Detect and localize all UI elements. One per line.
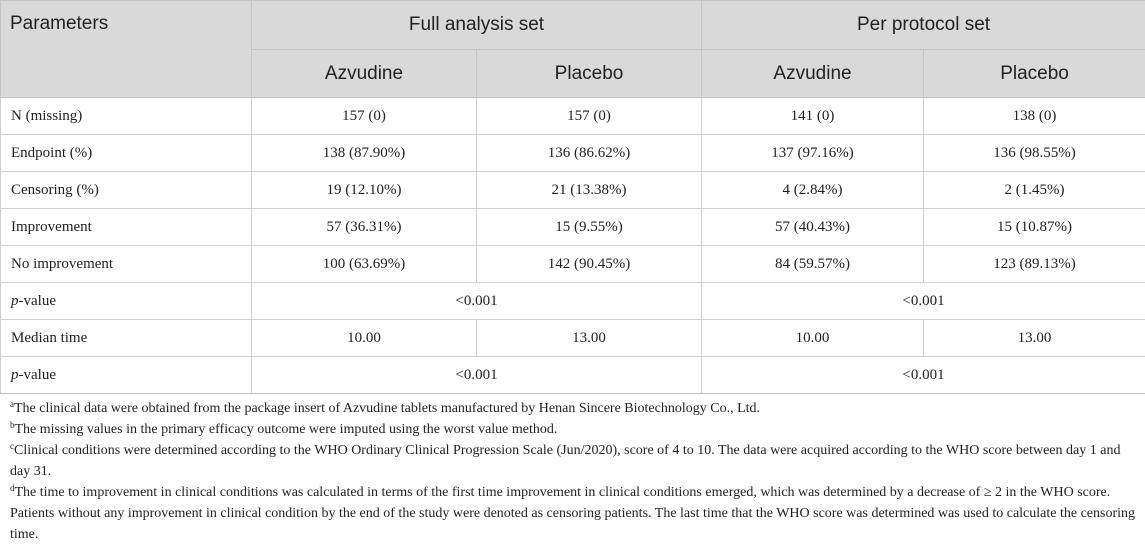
- table-row: [1, 98, 1145, 135]
- table-row: [1, 246, 1145, 283]
- cell-full-placebo: 13.00: [477, 320, 702, 357]
- footnote-text: The time to improvement in clinical conditions was calculated in terms of the first time improvement in clinical conditions emerged, which was determined by a decrease of ≥ 2 in the WHO score. Patients without any improvement in clinical condition by the end of the study were denoted as censoring patients. The last time that the WHO score was determined was used to calculate the censoring time.: [10, 485, 1136, 542]
- header-full-analysis-set: Full analysis set: [252, 1, 702, 50]
- row-label-pvalue: [1, 357, 252, 394]
- footnote-b: [10, 419, 1135, 440]
- pvalue-label-rest: -value: [18, 366, 56, 383]
- footnote-mark: b: [10, 420, 15, 430]
- table-row: [1, 135, 1145, 172]
- cell-per-placebo: 136 (98.55%): [924, 135, 1145, 172]
- table-row-median-time: [1, 320, 1145, 357]
- cell-per-azvudine: 4 (2.84%): [702, 172, 924, 209]
- header-full-placebo: Placebo: [477, 50, 702, 98]
- header-row-groups: [1, 1, 1145, 50]
- header-per-protocol-set: Per protocol set: [702, 1, 1145, 50]
- table-row: [1, 172, 1145, 209]
- row-label: Endpoint (%): [1, 135, 252, 172]
- footnote-text: Clinical conditions were determined according to the WHO Ordinary Clinical Progression Scale (Jun/2020), score of 4 to 10. The data were acquired according to the WHO score between day 1 and day 31.: [10, 443, 1121, 479]
- footnote-mark: d: [10, 483, 15, 493]
- footnote-c: [10, 440, 1135, 482]
- cell-full-azvudine: 10.00: [252, 320, 477, 357]
- cell-full-placebo: 21 (13.38%): [477, 172, 702, 209]
- cell-per-azvudine: 57 (40.43%): [702, 209, 924, 246]
- cell-per-azvudine: 10.00: [702, 320, 924, 357]
- cell-per-placebo: 123 (89.13%): [924, 246, 1145, 283]
- cell-full-azvudine: 138 (87.90%): [252, 135, 477, 172]
- cell-per-placebo: 138 (0): [924, 98, 1145, 135]
- cell-per-azvudine: 84 (59.57%): [702, 246, 924, 283]
- cell-full-placebo: 15 (9.55%): [477, 209, 702, 246]
- table-row-pvalue: [1, 357, 1145, 394]
- table-body: [1, 98, 1145, 394]
- header-parameters: Parameters: [1, 1, 252, 98]
- row-label: No improvement: [1, 246, 252, 283]
- header-per-placebo: Placebo: [924, 50, 1145, 98]
- row-label-pvalue: [1, 283, 252, 320]
- footnote-text: The missing values in the primary efficacy outcome were imputed using the worst value method.: [14, 422, 558, 437]
- row-label: Improvement: [1, 209, 252, 246]
- cell-per-azvudine: 137 (97.16%): [702, 135, 924, 172]
- cell-full-pvalue: <0.001: [252, 283, 702, 320]
- cell-per-placebo: 2 (1.45%): [924, 172, 1145, 209]
- footnote-mark: c: [10, 441, 14, 451]
- table-row: [1, 209, 1145, 246]
- cell-full-pvalue: <0.001: [252, 357, 702, 394]
- footnote-a: [10, 398, 1135, 419]
- cell-full-placebo: 157 (0): [477, 98, 702, 135]
- header-full-azvudine: Azvudine: [252, 50, 477, 98]
- cell-full-placebo: 142 (90.45%): [477, 246, 702, 283]
- table-header: [1, 1, 1145, 98]
- cell-full-placebo: 136 (86.62%): [477, 135, 702, 172]
- header-per-azvudine: Azvudine: [702, 50, 924, 98]
- pvalue-label-rest: -value: [18, 292, 56, 309]
- footnote-text: The clinical data were obtained from the package insert of Azvudine tablets manufactured by Henan Sincere Biotechnology Co., Ltd.: [14, 401, 761, 416]
- cell-full-azvudine: 100 (63.69%): [252, 246, 477, 283]
- pvalue-italic-p: p: [11, 366, 19, 383]
- footnote-mark: a: [10, 399, 14, 409]
- footnotes: [0, 394, 1145, 545]
- cell-per-pvalue: <0.001: [702, 357, 1145, 394]
- pvalue-italic-p: p: [11, 292, 19, 309]
- cell-full-azvudine: 19 (12.10%): [252, 172, 477, 209]
- cell-full-azvudine: 57 (36.31%): [252, 209, 477, 246]
- cell-per-placebo: 13.00: [924, 320, 1145, 357]
- cell-per-placebo: 15 (10.87%): [924, 209, 1145, 246]
- cell-full-azvudine: 157 (0): [252, 98, 477, 135]
- row-label: Censoring (%): [1, 172, 252, 209]
- row-label: Median time: [1, 320, 252, 357]
- row-label: N (missing): [1, 98, 252, 135]
- table-row-pvalue: [1, 283, 1145, 320]
- footnote-d: [10, 482, 1135, 545]
- cell-per-pvalue: <0.001: [702, 283, 1145, 320]
- cell-per-azvudine: 141 (0): [702, 98, 924, 135]
